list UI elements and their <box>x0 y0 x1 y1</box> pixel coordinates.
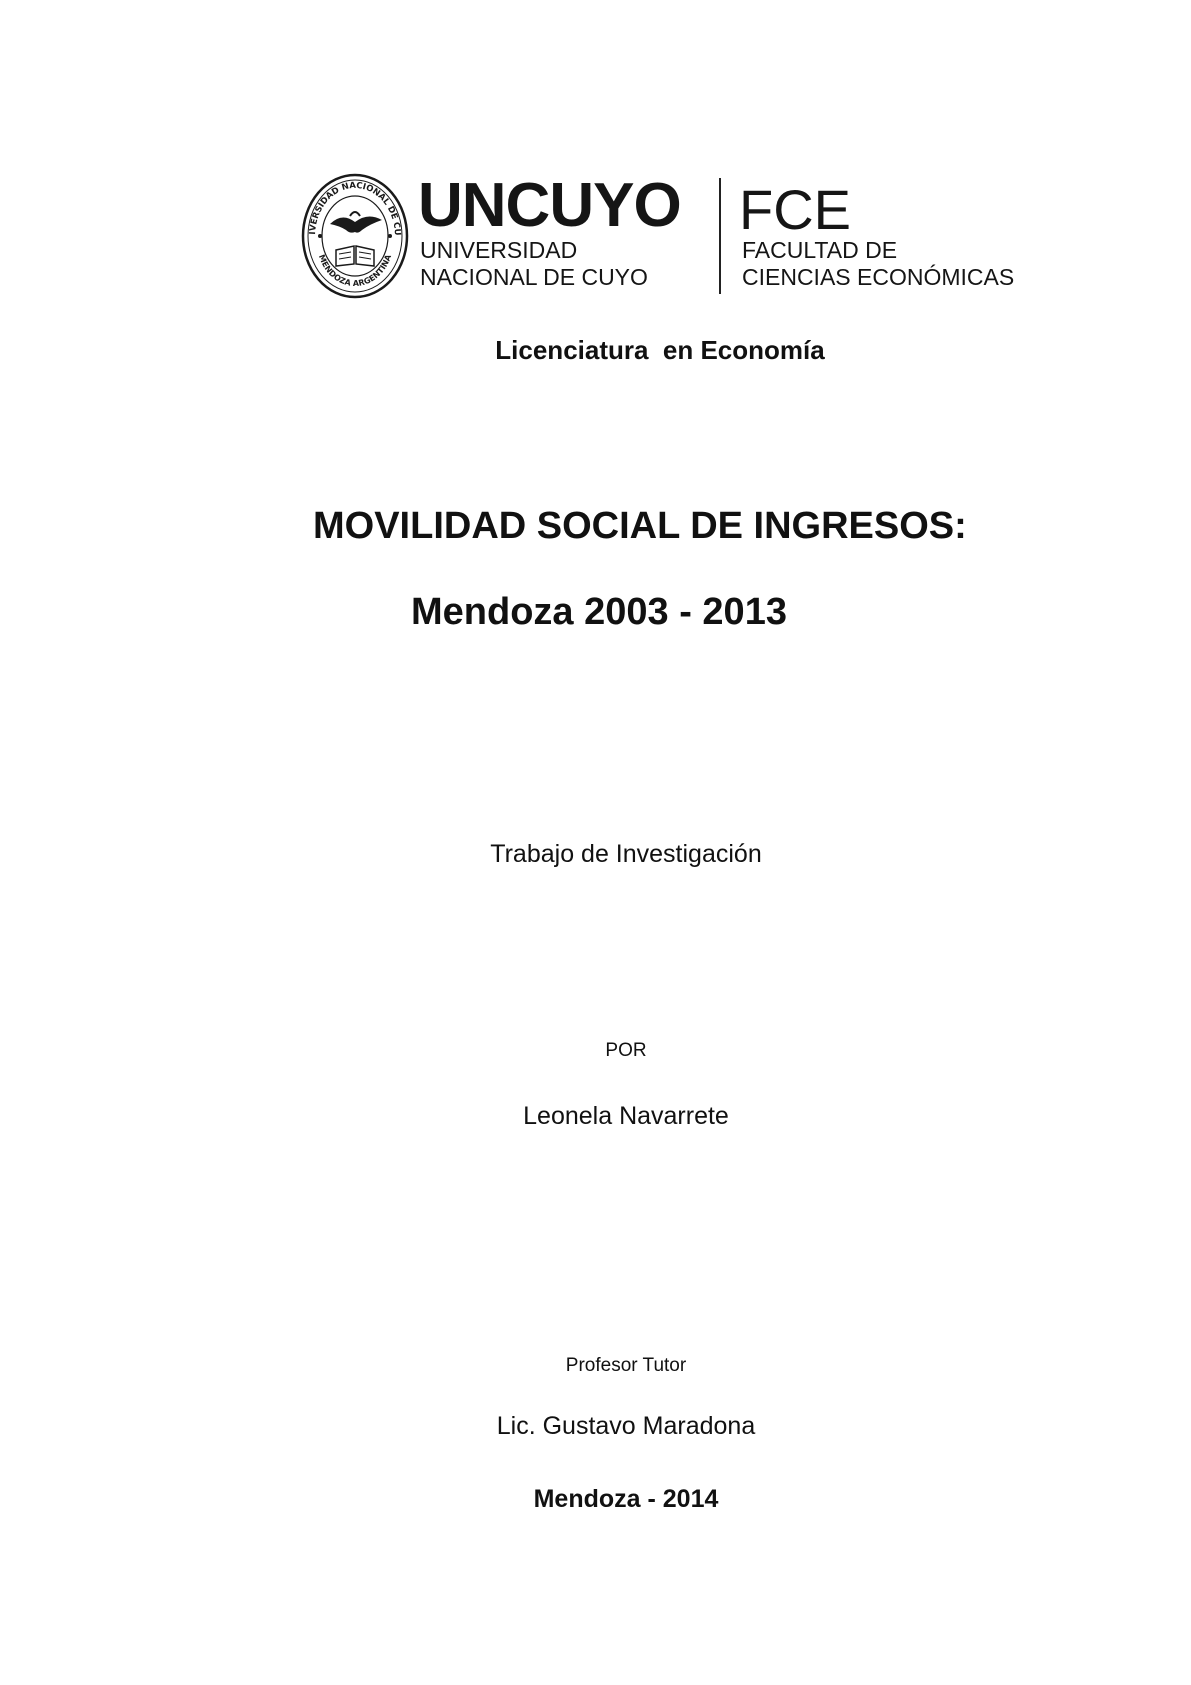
university-subtitle-line1: UNIVERSIDAD <box>420 237 578 263</box>
faculty-logo-subtitle <box>742 237 1014 291</box>
svg-text:UNIVERSIDAD NACIONAL DE CUYO: IVERSIDAD NACIONAL DE CU <box>308 180 403 236</box>
document-type: Trabajo de Investigación <box>490 840 762 868</box>
tutor-label: Profesor Tutor <box>565 1355 687 1376</box>
faculty-logo-name: FCE <box>739 178 851 241</box>
university-subtitle-line2: NACIONAL DE CUYO <box>420 264 648 290</box>
thesis-title-line2: Mendoza 2003 - 2013 <box>411 591 787 633</box>
faculty-subtitle-line1: FACULTAD DE <box>742 237 898 263</box>
university-seal-icon <box>300 172 410 300</box>
university-logo-name: UNCUYO <box>418 171 681 240</box>
author-label: POR <box>605 1040 647 1061</box>
faculty-subtitle-line2: CIENCIAS ECONÓMICAS <box>742 264 1015 290</box>
svg-text:MENDOZA ARGENTINA: MENDOZA ARGENTINA <box>316 253 394 289</box>
place-date: Mendoza - 2014 <box>533 1485 719 1513</box>
thesis-title-line1: MOVILIDAD SOCIAL DE INGRESOS: <box>313 505 967 547</box>
tutor-name: Lic. Gustavo Maradona <box>496 1412 756 1440</box>
career-name: Licenciatura en Economía <box>495 335 825 365</box>
author-name: Leonela Navarrete <box>523 1102 729 1130</box>
university-logo-subtitle <box>420 237 648 291</box>
logo-divider <box>719 178 721 294</box>
